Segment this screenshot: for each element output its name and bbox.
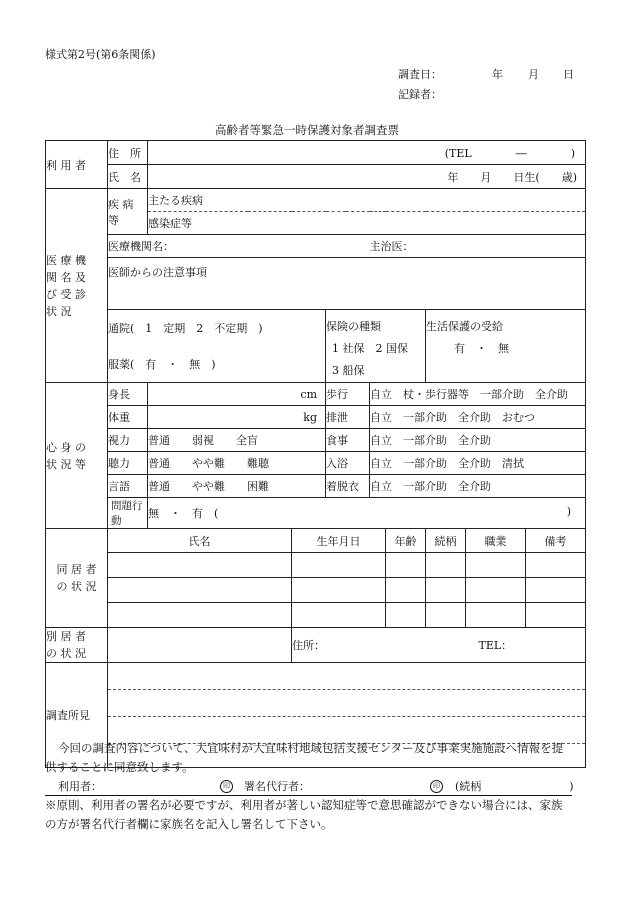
day-label: 日 <box>563 68 574 81</box>
tel-parentheses: (TEL ― ) <box>444 146 576 160</box>
consent-line-2: 供することに同意致します。 <box>45 760 194 774</box>
doctor-field[interactable]: 主治医： <box>370 235 586 258</box>
relation-field: (続柄 ) <box>455 780 574 793</box>
seal-mark-icon: 印 <box>220 780 233 793</box>
birth-date-text: 年 月 日生( 歳) <box>447 170 578 184</box>
form-number: 様式第2号(第6条関係) <box>45 48 156 61</box>
user-section-label: 利 用 者 <box>46 141 108 189</box>
separate-name-field[interactable] <box>108 628 292 663</box>
hearing-options[interactable]: 普通 やや難 難聴 <box>148 452 326 475</box>
seal-mark-icon: 印 <box>430 780 443 793</box>
doctor-notes-field[interactable]: 医師からの注意事項 <box>108 258 586 310</box>
speech-label: 言語 <box>108 475 148 498</box>
vision-options[interactable]: 普通 弱視 全盲 <box>148 429 326 452</box>
meal-options[interactable]: 自立 一部介助 全介助 <box>370 429 586 452</box>
height-field[interactable]: cm <box>148 383 326 406</box>
cohabitant-row[interactable] <box>46 578 586 603</box>
weight-label: 体重 <box>108 406 148 429</box>
behavior-label: 問題行動 <box>108 498 148 529</box>
cohabitant-section-label: 同 居 者 の 状 況 <box>46 529 108 628</box>
name-field[interactable] <box>148 165 586 189</box>
hearing-label: 聴力 <box>108 452 148 475</box>
vision-label: 視力 <box>108 429 148 452</box>
behavior-field[interactable]: 無 ・ 有 ( ) <box>148 498 586 529</box>
col-relation: 続柄 <box>426 529 466 553</box>
walk-label: 歩行 <box>326 383 370 406</box>
walk-options[interactable]: 自立 杖・歩行器等 一部介助 全介助 <box>370 383 586 406</box>
separate-section-label: 別 居 者 の 状 況 <box>46 628 108 663</box>
meal-label: 食事 <box>326 429 370 452</box>
name-label: 氏 名 <box>108 165 148 189</box>
disease-label: 疾 病 等 <box>108 189 148 235</box>
bath-options[interactable]: 自立 一部介助 全介助 清拭 <box>370 452 586 475</box>
findings-label: 調査所見 <box>46 663 108 768</box>
note-line-2: の方が署名代行者欄に家族名を記入し署名して下さい。 <box>45 817 333 831</box>
col-name: 氏名 <box>108 529 292 553</box>
dress-options[interactable]: 自立 一部介助 全介助 <box>370 475 586 498</box>
cohabitant-row[interactable] <box>46 553 586 578</box>
separate-address-field[interactable]: 住所： TEL： <box>292 628 586 663</box>
consent-line-1: 今回の調査内容について、大宜味村が大宜味村地域包括支援センター及び事業実施施設へ情報を提 <box>58 741 564 755</box>
speech-options[interactable]: 普通 やや難 困難 <box>148 475 326 498</box>
user-signature-label: 利用者： <box>58 780 102 793</box>
excretion-label: 排泄 <box>326 406 370 429</box>
cohabitant-row[interactable] <box>46 603 586 628</box>
year-label: 年 <box>492 68 503 81</box>
medical-section-label: 医 療 機 関 名 及 び 受 診 状 況 <box>46 189 108 383</box>
col-age: 年齢 <box>386 529 426 553</box>
survey-table <box>45 140 586 768</box>
col-birthdate: 生年月日 <box>292 529 386 553</box>
dress-label: 着脱衣 <box>326 475 370 498</box>
main-disease-field[interactable]: 主たる疾病 <box>148 189 586 212</box>
recorder-label: 記録者： <box>398 88 442 101</box>
address-field[interactable] <box>148 141 586 165</box>
insurance-field[interactable]: 保険の種類 1 社保 2 国保 3 船保 <box>326 310 426 383</box>
visit-field[interactable]: 通院( 1 定期 2 不定期 ) <box>108 310 326 347</box>
survey-date-label: 調査日： <box>398 68 442 81</box>
excretion-options[interactable]: 自立 一部介助 全介助 おむつ <box>370 406 586 429</box>
address-label: 住 所 <box>108 141 148 165</box>
form-title: 高齢者等緊急一時保護対象者調査票 <box>215 123 399 137</box>
institution-field[interactable]: 医療機関名： <box>108 235 370 258</box>
bath-label: 入浴 <box>326 452 370 475</box>
infection-field[interactable]: 感染症等 <box>148 212 586 235</box>
mindbody-section-label: 心 身 の 状 況 等 <box>46 383 108 529</box>
note-line-1: ※原則、利用者の署名が必要ですが、利用者が著しい認知症等で意思確認ができない場合には、家族 <box>45 798 563 812</box>
height-label: 身長 <box>108 383 148 406</box>
col-remarks: 備考 <box>526 529 586 553</box>
medication-field[interactable]: 服薬( 有 ・ 無 ) <box>108 346 326 383</box>
proxy-signature-label: 署名代行者： <box>244 780 310 793</box>
welfare-field[interactable]: 生活保護の受給 有 ・ 無 <box>426 310 586 383</box>
month-label: 月 <box>528 68 539 81</box>
col-job: 職業 <box>466 529 526 553</box>
weight-field[interactable]: kg <box>148 406 326 429</box>
